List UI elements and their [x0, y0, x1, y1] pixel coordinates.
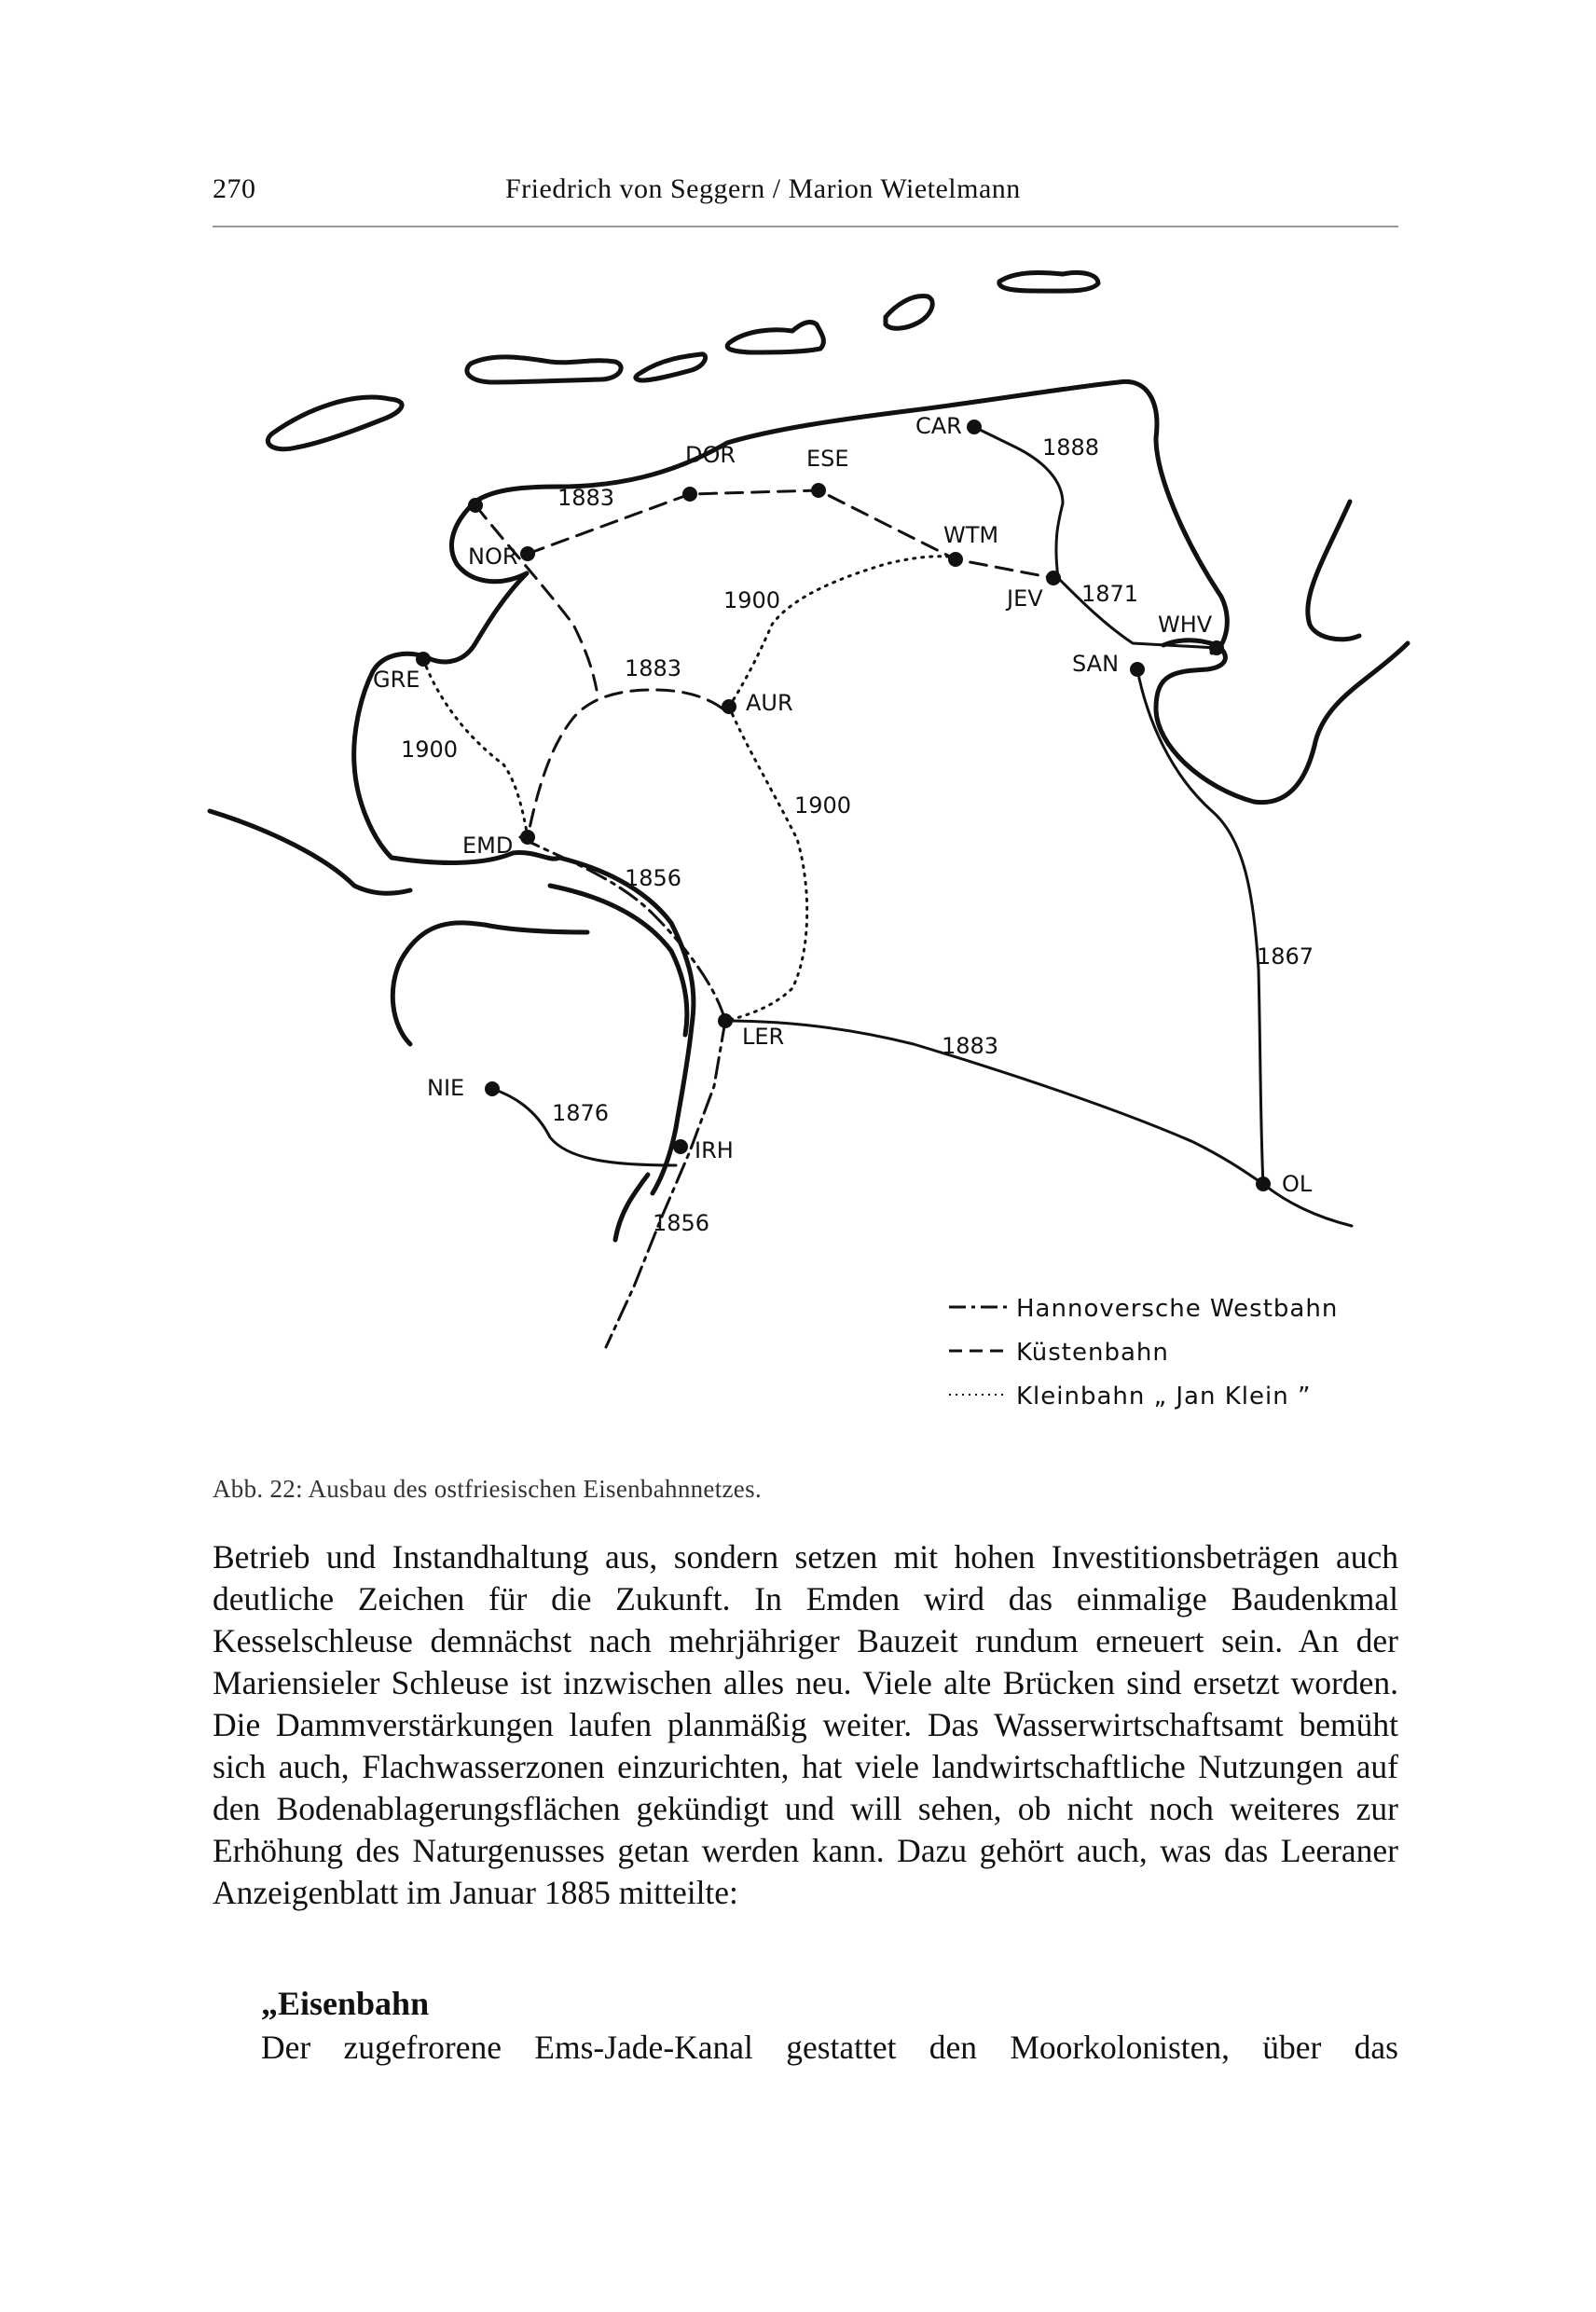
year-label-1883-ler-ol: 1883 [942, 1033, 999, 1059]
year-label-1876: 1876 [552, 1100, 610, 1126]
page-number: 270 [213, 173, 256, 204]
year-label-1900-wtm: 1900 [723, 587, 781, 613]
station-dot-car [967, 420, 982, 434]
station-label-irh: IRH [695, 1137, 734, 1163]
station-dot-gre [416, 652, 431, 667]
station-label-jev: JEV [1007, 585, 1043, 612]
station-dot-emd [520, 830, 535, 845]
year-label-1871: 1871 [1081, 581, 1139, 607]
quote-heading: „Eisenbahn [261, 1985, 430, 2022]
year-label-1867: 1867 [1257, 943, 1314, 970]
coastline-east [1308, 502, 1359, 640]
body-paragraph: Betrieb und Instandhaltung aus, sondern setzen mit hohen Investitionsbeträgen auch deutliche Zeichen für die Zukunft. In Emden wird das einmalige Baudenkmal Kesselschleuse demnächst nach mehrjähriger Bauzeit rundum erneuert sein. An der Mariensieler Schleuse ist inzwischen alles neu. Viele alte Brücken sind ersetzt worden. Die Dammverstärkungen laufen planmäßig weiter. Das Wasserwirtschaftsamt bemüht sich auch, Flachwasserzonen einzurichten, hat viele landwirtschaftliche Nutzungen auf den Bodenablagerungsflächen gekündigt und will sehen, ob nicht noch weiteres zur Erhöhung des Naturgenusses getan werden kann. Dazu gehört auch, was das Leeraner Anzeigenblatt im Januar 1885 mitteilte: [213, 1538, 1398, 1911]
quote-first-line: Der zugefrorene Ems-Jade-Kanal gestattet den Moorkolonisten, über das [261, 2029, 1398, 2066]
station-dot-nor [520, 546, 535, 561]
legend-label-westbahn: Hannoversche Westbahn [1016, 1295, 1339, 1323]
station-label-wtm: WTM [943, 522, 999, 548]
legend-label-kuestenbahn: Küstenbahn [1016, 1339, 1169, 1367]
solid-railway-lines [492, 427, 1263, 1184]
station-label-ol: OL [1282, 1171, 1313, 1197]
station-dot-san [1130, 662, 1145, 677]
station-dot-dor [682, 487, 697, 502]
island-baltrum-langeoog [727, 323, 823, 352]
station-label-nor: NOR [468, 544, 518, 570]
station-dot-ler [718, 1013, 733, 1028]
year-label-1883-nor-dor: 1883 [557, 485, 615, 511]
header-rule [213, 226, 1398, 227]
island-juist [467, 357, 621, 382]
year-label-1900-aur-ler: 1900 [794, 792, 852, 819]
page-header [213, 173, 1396, 220]
island-wangerooge [999, 272, 1098, 291]
station-dot-nie [485, 1081, 500, 1096]
station-label-dor: DOR [685, 442, 736, 468]
station-label-car: CAR [915, 413, 962, 439]
island-norderney [636, 354, 706, 380]
body-text [213, 1536, 1398, 1914]
railway-map [0, 242, 1596, 1454]
station-dot-ese [811, 483, 826, 498]
kleinbahn-lines [423, 557, 960, 1021]
station-dot-aur [722, 699, 736, 714]
station-dot-nor-north [468, 498, 483, 513]
station-label-ese: ESE [806, 446, 849, 472]
station-label-aur: AUR [746, 690, 793, 716]
dollart-north-shore [210, 811, 410, 893]
running-title: Friedrich von Seggern / Marion Wietelmann [505, 173, 1021, 204]
figure-caption: Abb. 22: Ausbau des ostfriesischen Eisenbahnnetzes. [213, 1475, 762, 1503]
station-label-emd: EMD [462, 833, 514, 859]
year-label-1856-south: 1856 [653, 1210, 710, 1236]
station-dot-wtm [948, 552, 963, 567]
island-borkum [268, 397, 402, 449]
river-ems-parallel [550, 886, 687, 1035]
map-legend [949, 1295, 1338, 1411]
station-label-san: SAN [1072, 651, 1120, 677]
legend-label-kleinbahn: Kleinbahn „ Jan Klein ” [1016, 1383, 1312, 1411]
coastline-jade [1156, 640, 1408, 803]
island-spiekeroog [886, 296, 932, 329]
station-dot-whv [1209, 640, 1224, 655]
westbahn-lines [520, 837, 725, 1347]
station-dot-ol [1256, 1177, 1271, 1191]
station-label-nie: NIE [427, 1075, 465, 1101]
station-dot-jev [1046, 571, 1061, 585]
river-ems-south [615, 1175, 648, 1240]
station-label-ler: LER [742, 1024, 785, 1050]
railway-map-figure [0, 242, 1596, 1454]
station-dot-irh [673, 1139, 688, 1154]
river-ems [559, 858, 694, 1193]
year-label-1883-aur: 1883 [625, 655, 682, 681]
year-label-1900-gre: 1900 [401, 736, 459, 763]
year-label-1888: 1888 [1042, 434, 1100, 461]
dollart-south-shore [392, 923, 587, 1044]
station-label-gre: GRE [373, 667, 420, 693]
station-label-whv: WHV [1158, 612, 1213, 638]
year-label-1856-emd-ler: 1856 [625, 865, 682, 891]
coastline-north [451, 381, 1227, 653]
